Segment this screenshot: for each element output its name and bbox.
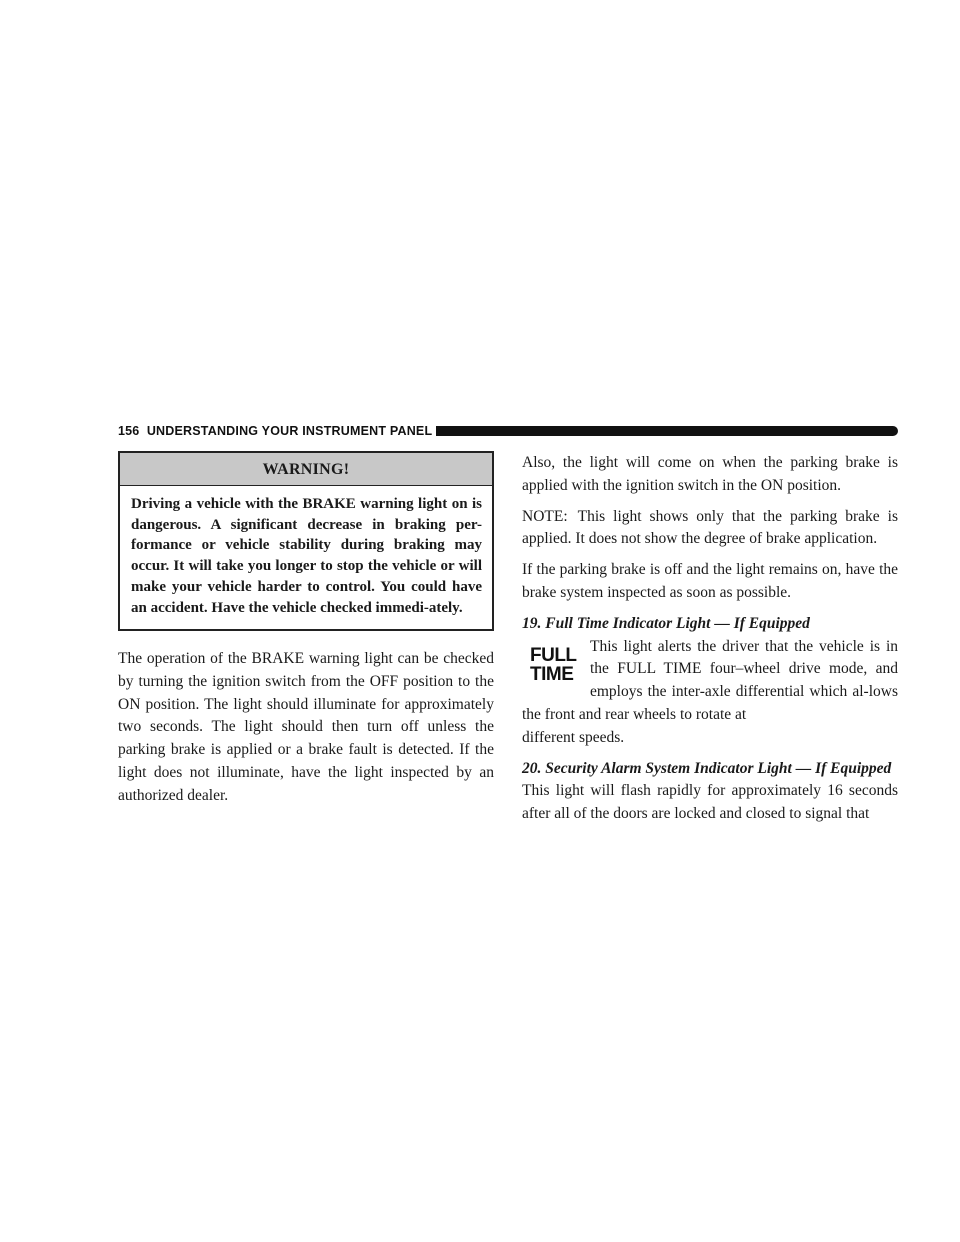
- header-label: [118, 422, 432, 440]
- page-header: [118, 422, 898, 440]
- brake-off-paragraph: If the parking brake is off and the light remains on, have the brake system inspected as soon as possible.: [522, 561, 898, 601]
- icon-line-time: TIME: [530, 663, 574, 685]
- icon-line-full: FULL: [530, 644, 577, 666]
- header-rule: [436, 426, 898, 436]
- note-label: NOTE:: [522, 507, 568, 525]
- item-19-title: 19. Full Time Indicator Light — If Equipped: [522, 614, 810, 632]
- item-19-text: This light alerts the driver that the vehicle is in the FULL TIME four–wheel drive mode, and employs the inter-axle differential which al-lows the front and rear wheels to rotate at: [522, 637, 898, 723]
- item-20-text: This light will flash rapidly for approximately 16 seconds after all of the doors are locked and closed to signal that: [522, 782, 898, 823]
- left-column: [118, 648, 494, 808]
- warning-box: [118, 451, 494, 631]
- item-19-text-cont: different speeds.: [522, 728, 625, 746]
- note-paragraph: [522, 506, 898, 552]
- section-title: UNDERSTANDING YOUR INSTRUMENT PANEL: [146, 424, 433, 438]
- note-text: This light shows only that the parking brake is applied. It does not show the degree of brake application.: [522, 507, 898, 548]
- right-column: [522, 452, 898, 826]
- warning-text: Driving a vehicle with the BRAKE warning light on is dangerous. A significant decrease in braking per-formance or vehicle stability during braking may occur. It will take you longer to stop the vehicle or will make your vehicle harder to control. You could have an accident. Have the vehicle checked immedi-ately.: [131, 496, 482, 616]
- parking-brake-paragraph: Also, the light will come on when the parking brake is applied with the ignition switch in the ON position.: [522, 454, 898, 494]
- page-number: 156: [118, 424, 140, 438]
- full-time-indicator-icon: [522, 646, 578, 694]
- item-19-body: [522, 636, 898, 750]
- item-20-title: 20. Security Alarm System Indicator Light — If Equipped: [522, 759, 892, 777]
- warning-title: WARNING!: [120, 453, 492, 486]
- brake-check-paragraph: The operation of the BRAKE warning light can be checked by turning the ignition switch from the OFF position to the ON position. The light should illuminate for approximately two seconds. The light should then turn off unless the parking brake is applied or a brake fault is detected. If the light does not illuminate, have the light inspected by an authorized dealer.: [118, 650, 494, 804]
